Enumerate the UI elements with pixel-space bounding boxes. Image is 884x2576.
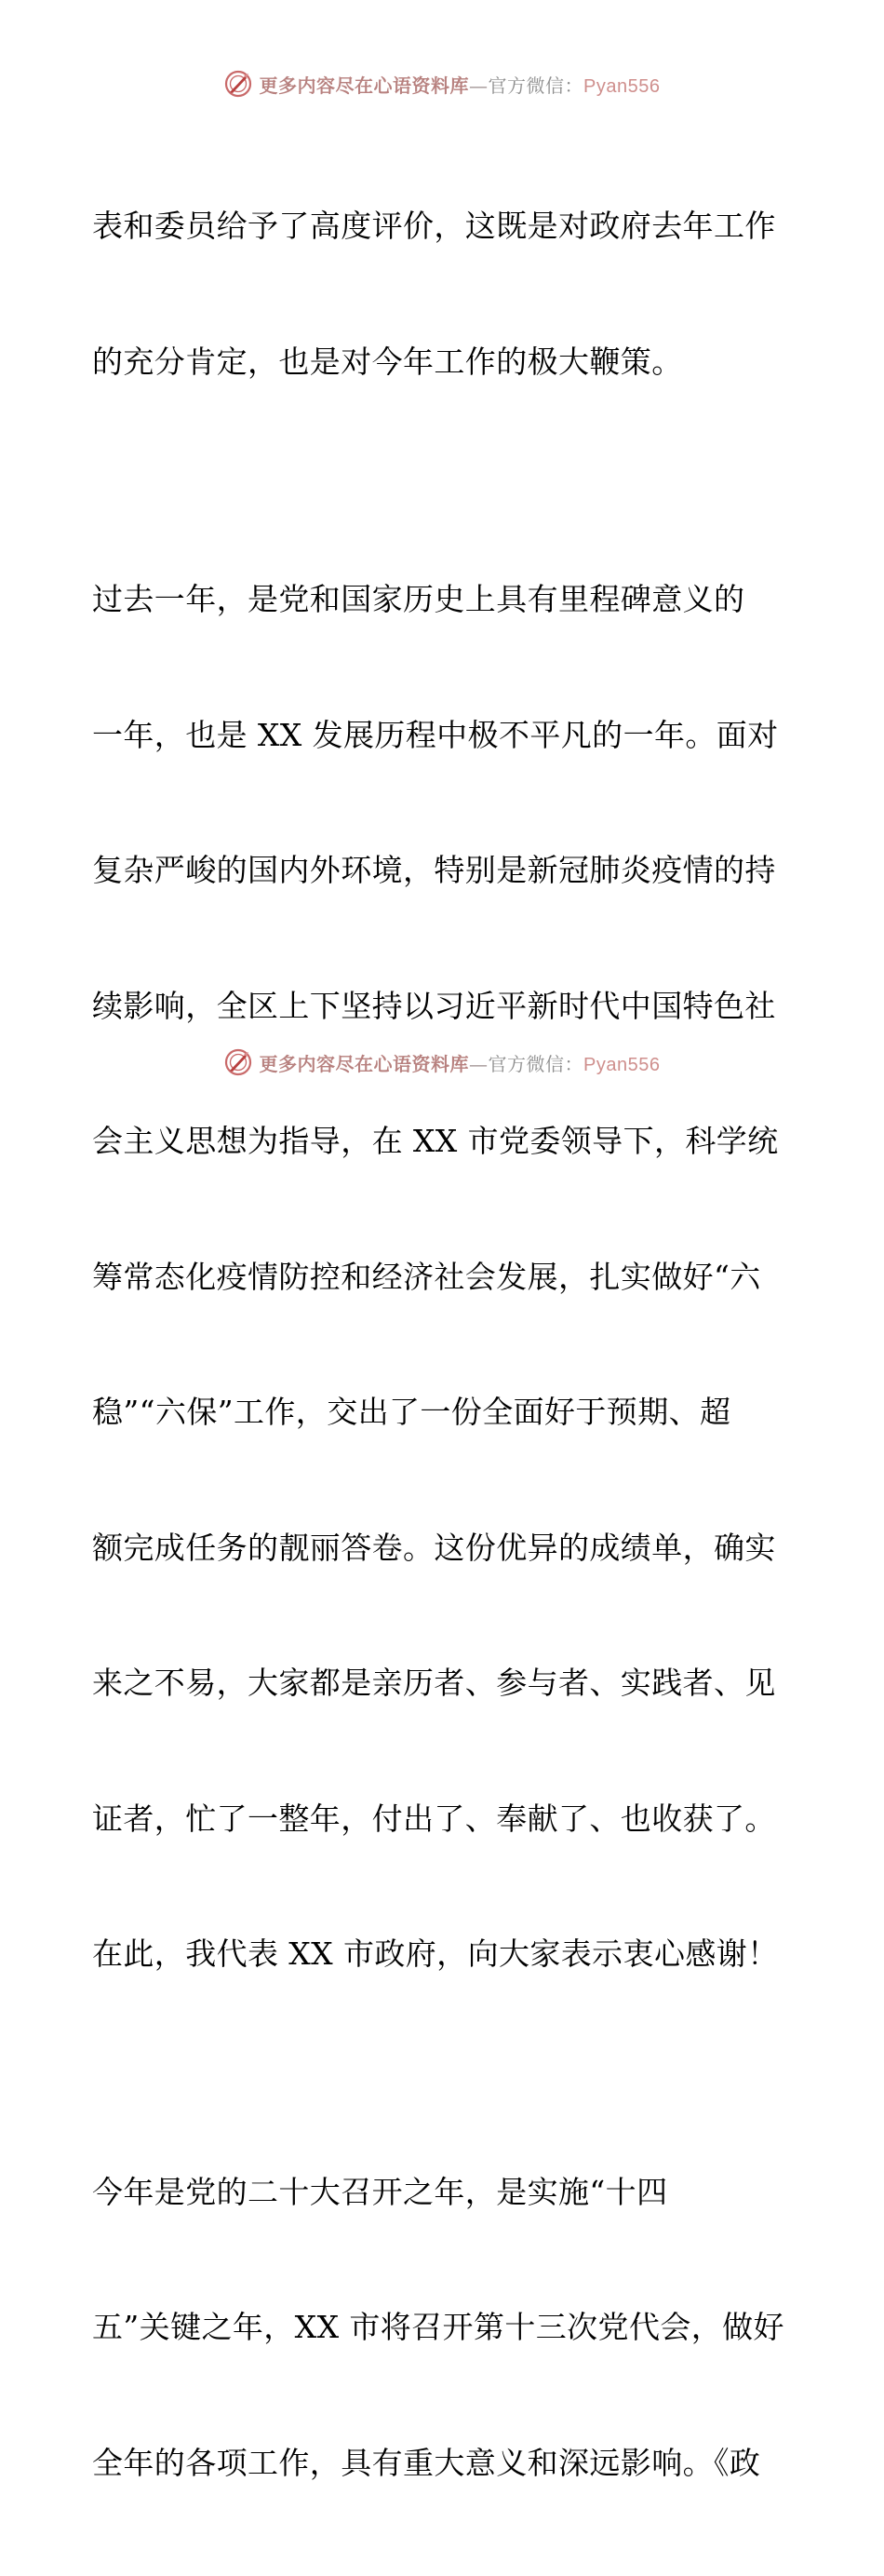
text-line: 会主义思想为指导，在 XX 市党委领导下，科学统 <box>92 1119 799 1165</box>
document-page <box>0 0 884 1145</box>
text-line: 表和委员给予了高度评价，这既是对政府去年工作 <box>92 204 799 250</box>
footer-banner <box>0 1044 884 1081</box>
banner-separator: — <box>469 1053 489 1075</box>
text-line: 证者，忙了一整年，付出了、奉献了、也收获了。 <box>92 1797 799 1842</box>
text-line: 额完成任务的靓丽答卷。这份优异的成绩单，确实 <box>92 1526 799 1571</box>
banner-content <box>224 1048 661 1076</box>
banner-content <box>224 70 661 98</box>
banner-wechat-id: Pyan556 <box>583 76 660 97</box>
paragraph-2 <box>92 487 799 2068</box>
banner-wechat-label: 官方微信： <box>489 74 584 97</box>
quill-logo-icon <box>224 70 252 98</box>
banner-site-name: 更多内容尽在心语资料库 <box>260 74 470 97</box>
text-line: 稳”“六保”工作，交出了一份全面好于预期、超 <box>92 1390 799 1436</box>
text-line: 一年，也是 XX 发展历程中极不平凡的一年。面对 <box>92 713 799 759</box>
banner-separator: — <box>469 74 489 97</box>
text-line: 五”关键之年，XX 市将召开第十三次党代会，做好 <box>92 2305 799 2351</box>
banner-site-name: 更多内容尽在心语资料库 <box>260 1053 470 1075</box>
text-line: 的充分肯定，也是对今年工作的极大鞭策。 <box>92 340 799 385</box>
banner-text <box>260 1049 661 1076</box>
header-banner <box>0 65 884 102</box>
text-line: 在此，我代表 XX 市政府，向大家表示衷心感谢！ <box>92 1932 799 1977</box>
banner-text <box>260 71 661 98</box>
text-line: 续影响，全区上下坚持以习近平新时代中国特色社 <box>92 984 799 1030</box>
text-line: 全年的各项工作，具有重大意义和深远影响。《政 <box>92 2441 799 2487</box>
paragraph-1 <box>92 114 799 475</box>
banner-wechat-id: Pyan556 <box>583 1055 660 1075</box>
quill-logo-icon <box>224 1048 252 1076</box>
text-line: 今年是党的二十大召开之年，是实施“十四 <box>92 2170 799 2216</box>
text-line: 过去一年，是党和国家历史上具有里程碑意义的 <box>92 577 799 623</box>
text-line: 筹常态化疫情防控和经济社会发展，扎实做好“六 <box>92 1255 799 1301</box>
banner-wechat-label: 官方微信： <box>489 1053 584 1075</box>
document-body <box>92 114 799 2576</box>
text-line: 复杂严峻的国内外环境，特别是新冠肺炎疫情的持 <box>92 848 799 894</box>
paragraph-3 <box>92 2080 799 2576</box>
text-line: 来之不易，大家都是亲历者、参与者、实践者、见 <box>92 1661 799 1706</box>
